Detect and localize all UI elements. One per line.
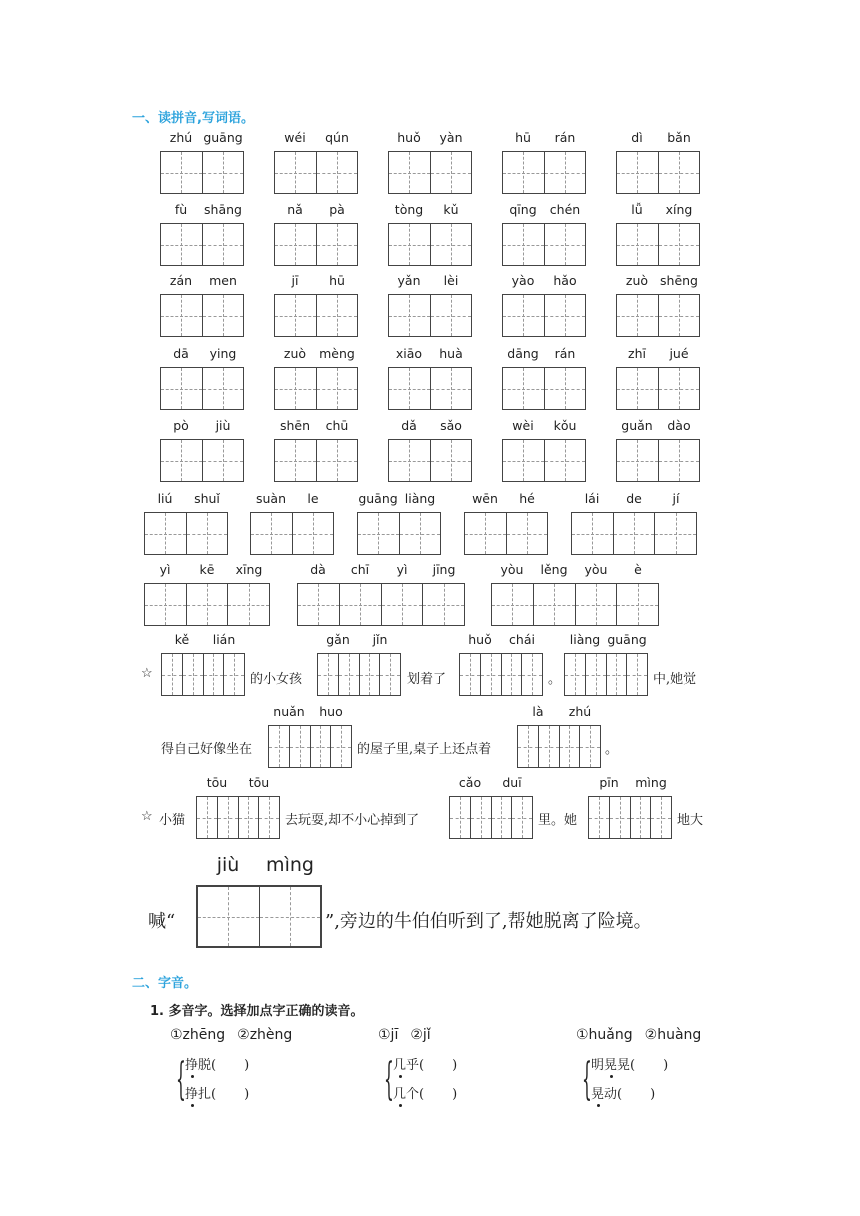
pinyin-syllable: kǔ <box>443 202 459 217</box>
dotted-char: 几 <box>393 1058 407 1073</box>
pinyin-syllable: yòu <box>584 562 608 577</box>
close-paren: ) <box>244 1087 250 1102</box>
pinyin-syllable: duī <box>502 775 522 790</box>
writing-box[interactable] <box>491 583 659 626</box>
word-rest: 个( <box>406 1087 425 1102</box>
writing-box[interactable] <box>388 439 472 482</box>
pinyin-syllable: tōu <box>206 775 228 790</box>
word-item <box>591 1083 655 1102</box>
writing-box[interactable] <box>616 439 700 482</box>
dotted-char: 挣 <box>185 1058 199 1073</box>
writing-box[interactable] <box>616 151 700 194</box>
pinyin-syllable: mìng <box>635 775 667 790</box>
writing-box[interactable] <box>388 223 472 266</box>
word-item <box>393 1054 457 1073</box>
writing-box[interactable] <box>160 294 244 337</box>
pinyin-syllable: zhú <box>169 130 193 145</box>
writing-box[interactable] <box>160 151 244 194</box>
pinyin-syllable: dào <box>667 418 691 433</box>
pinyin-syllable: liú <box>157 491 173 506</box>
pinyin-syllable: chái <box>509 632 535 647</box>
pinyin-syllable: zhú <box>568 704 592 719</box>
pinyin-syllable: lián <box>212 632 236 647</box>
pinyin-syllable: gǎn <box>326 632 350 647</box>
pinyin-syllable: de <box>626 491 642 506</box>
writing-box[interactable] <box>449 796 533 839</box>
brace-mark: { <box>582 1054 592 1105</box>
pinyin-syllable: hé <box>519 491 535 506</box>
pinyin-syllable: nǎ <box>287 202 303 217</box>
pinyin-syllable: nuǎn <box>273 704 305 719</box>
word-item <box>591 1054 668 1073</box>
pinyin-syllable: le <box>307 491 319 506</box>
word-rest: 动( <box>604 1087 623 1102</box>
writing-box[interactable] <box>357 512 441 555</box>
writing-box[interactable] <box>517 725 601 768</box>
pinyin-syllable: zuò <box>625 273 649 288</box>
pinyin-syllable: zuò <box>283 346 307 361</box>
word-item <box>393 1083 457 1102</box>
writing-box[interactable] <box>160 223 244 266</box>
writing-box[interactable] <box>388 294 472 337</box>
pinyin-syllable: bǎn <box>667 130 691 145</box>
pinyin-syllable: yǎn <box>397 273 421 288</box>
pinyin-syllable: jī <box>291 273 299 288</box>
pinyin-syllable: tōu <box>248 775 270 790</box>
writing-box[interactable] <box>160 439 244 482</box>
word-rest: 晃( <box>617 1058 636 1073</box>
writing-box[interactable] <box>317 653 401 696</box>
writing-box[interactable] <box>459 653 543 696</box>
star-mark: ☆ <box>141 666 153 681</box>
writing-box[interactable] <box>388 367 472 410</box>
writing-box[interactable] <box>502 367 586 410</box>
writing-box[interactable] <box>464 512 548 555</box>
option-2: ②jǐ <box>410 1027 431 1043</box>
pinyin-syllable: chū <box>325 418 349 433</box>
pinyin-syllable: huǒ <box>397 130 421 145</box>
writing-box[interactable] <box>196 796 280 839</box>
pinyin-syllable: hū <box>515 130 531 145</box>
pinyin-syllable: mìng <box>266 854 314 876</box>
pinyin-syllable: jīng <box>432 562 456 577</box>
pinyin-syllable: guāng <box>607 632 647 647</box>
pinyin-syllable: dà <box>310 562 326 577</box>
pinyin-syllable: jué <box>669 346 689 361</box>
pinyin-syllable: rán <box>554 130 576 145</box>
sentence-text: 中,她觉 <box>653 672 697 687</box>
pinyin-syllable: jiù <box>215 418 231 433</box>
pinyin-syllable: yòu <box>500 562 524 577</box>
writing-box[interactable] <box>250 512 334 555</box>
pinyin-syllable: là <box>532 704 544 719</box>
sentence-text: 喊“ <box>148 911 176 932</box>
pinyin-syllable: kě <box>174 632 190 647</box>
sentence-text: 小猫 <box>159 813 186 828</box>
pinyin-syllable: cǎo <box>458 775 482 790</box>
pinyin-syllable: mèng <box>319 346 355 361</box>
pinyin-syllable: è <box>634 562 642 577</box>
writing-box[interactable] <box>274 151 358 194</box>
close-paren: ) <box>452 1058 458 1073</box>
pinyin-syllable: pò <box>173 418 189 433</box>
writing-box[interactable] <box>274 439 358 482</box>
sentence-text: 里。她 <box>538 813 578 828</box>
dotted-char: 挣 <box>185 1087 199 1102</box>
pinyin-syllable: yì <box>396 562 408 577</box>
pinyin-syllable: liàng <box>569 632 601 647</box>
writing-box[interactable] <box>588 796 672 839</box>
pinyin-syllable: lěng <box>540 562 568 577</box>
star-mark: ☆ <box>141 809 153 824</box>
pinyin-syllable: wéi <box>284 130 306 145</box>
writing-box[interactable] <box>571 512 697 555</box>
pinyin-syllable: chén <box>549 202 581 217</box>
pinyin-syllable: shēng <box>660 273 698 288</box>
writing-box[interactable] <box>268 725 352 768</box>
option-1: ①jī <box>378 1027 399 1043</box>
pinyin-syllable: yì <box>159 562 171 577</box>
writing-box[interactable] <box>564 653 648 696</box>
question-1-label: 1. 多音字。选择加点字正确的读音。 <box>150 1004 364 1019</box>
pinyin-syllable: dì <box>631 130 643 145</box>
brace-mark: { <box>384 1054 394 1105</box>
pronunciation-options <box>576 1027 701 1043</box>
pinyin-syllable: guǎn <box>621 418 653 433</box>
writing-box[interactable] <box>616 223 700 266</box>
word-rest: 乎( <box>406 1058 425 1073</box>
option-1: ①huǎng <box>576 1027 633 1043</box>
option-2: ②zhèng <box>237 1027 293 1043</box>
pinyin-syllable: huà <box>439 346 463 361</box>
pinyin-syllable: ying <box>209 346 237 361</box>
close-paren: ) <box>452 1087 458 1102</box>
writing-box[interactable] <box>616 367 700 410</box>
pinyin-syllable: pà <box>329 202 345 217</box>
pinyin-syllable: huǒ <box>468 632 492 647</box>
pinyin-syllable: dā <box>173 346 189 361</box>
writing-box[interactable] <box>274 367 358 410</box>
sentence-text: 的屋子里,桌子上还点着 <box>357 742 492 757</box>
pinyin-syllable: jí <box>672 491 680 506</box>
pinyin-syllable: guāng <box>203 130 243 145</box>
pinyin-syllable: men <box>209 273 237 288</box>
pinyin-syllable: rán <box>554 346 576 361</box>
pronunciation-options <box>170 1027 292 1043</box>
writing-box-large[interactable] <box>196 885 322 948</box>
pinyin-syllable: lái <box>584 491 600 506</box>
pinyin-syllable: lèi <box>443 273 459 288</box>
word-item <box>185 1054 249 1073</box>
writing-box[interactable] <box>144 512 228 555</box>
pinyin-syllable: shēn <box>279 418 311 433</box>
section-1-title: 一、读拼音,写词语。 <box>132 111 254 126</box>
pinyin-syllable: qún <box>325 130 349 145</box>
writing-box[interactable] <box>502 294 586 337</box>
writing-box[interactable] <box>160 367 244 410</box>
pinyin-syllable: shāng <box>204 202 242 217</box>
writing-box[interactable] <box>616 294 700 337</box>
option-2: ②huàng <box>644 1027 702 1043</box>
pinyin-syllable: kē <box>199 562 215 577</box>
sentence-text: ”,旁边的牛伯伯听到了,帮她脱离了险境。 <box>325 911 652 932</box>
pinyin-syllable: liàng <box>404 491 436 506</box>
pinyin-syllable: zhī <box>628 346 646 361</box>
pinyin-syllable: dǎ <box>401 418 417 433</box>
section-2-title: 二、字音。 <box>132 976 198 991</box>
pinyin-syllable: tòng <box>394 202 424 217</box>
dotted-char: 几 <box>393 1087 407 1102</box>
pinyin-syllable: xíng <box>665 202 693 217</box>
pinyin-syllable: wēn <box>472 491 498 506</box>
pinyin-syllable: xiāo <box>395 346 423 361</box>
sentence-text: 地大 <box>677 813 704 828</box>
writing-box[interactable] <box>502 439 586 482</box>
word-rest: 脱( <box>198 1058 217 1073</box>
writing-box[interactable] <box>144 583 270 626</box>
pinyin-syllable: suàn <box>255 491 287 506</box>
writing-box[interactable] <box>502 151 586 194</box>
pinyin-syllable: hǎo <box>553 273 577 288</box>
pinyin-syllable: guāng <box>358 491 398 506</box>
pinyin-syllable: yào <box>511 273 535 288</box>
word-rest: 扎( <box>198 1087 217 1102</box>
close-paren: ) <box>244 1058 250 1073</box>
word-item <box>185 1083 249 1102</box>
pinyin-syllable: xīng <box>235 562 263 577</box>
dotted-char: 晃 <box>591 1087 605 1102</box>
pinyin-syllable: sǎo <box>440 418 462 433</box>
pronunciation-options <box>378 1027 431 1043</box>
writing-box[interactable] <box>274 294 358 337</box>
sentence-text: 的小女孩 <box>250 672 303 687</box>
writing-box[interactable] <box>297 583 465 626</box>
brace-mark: { <box>176 1054 186 1105</box>
sentence-text: 划着了 <box>407 672 447 687</box>
writing-box[interactable] <box>388 151 472 194</box>
pinyin-syllable: lǚ <box>631 202 643 217</box>
pinyin-syllable: zán <box>169 273 193 288</box>
pinyin-syllable: shuǐ <box>194 491 220 506</box>
pinyin-syllable: dāng <box>507 346 539 361</box>
writing-box[interactable] <box>161 653 245 696</box>
pinyin-syllable: chī <box>350 562 370 577</box>
pinyin-syllable: fù <box>174 202 188 217</box>
writing-box[interactable] <box>274 223 358 266</box>
dotted-char: 明晃 <box>591 1058 618 1073</box>
sentence-text: 去玩耍,却不小心掉到了 <box>285 813 420 828</box>
pinyin-syllable: hū <box>329 273 345 288</box>
pinyin-syllable: wèi <box>512 418 534 433</box>
sentence-text: 。 <box>548 672 562 687</box>
sentence-text: 得自己好像坐在 <box>161 742 253 757</box>
writing-box[interactable] <box>502 223 586 266</box>
pinyin-syllable: qīng <box>509 202 537 217</box>
sentence-text: 。 <box>605 742 619 757</box>
pinyin-syllable: huo <box>319 704 343 719</box>
pinyin-syllable: kǒu <box>553 418 577 433</box>
pinyin-syllable: pīn <box>599 775 619 790</box>
option-1: ①zhēng <box>170 1027 226 1043</box>
pinyin-syllable: yàn <box>439 130 463 145</box>
pinyin-syllable: jǐn <box>372 632 388 647</box>
close-paren: ) <box>663 1058 669 1073</box>
close-paren: ) <box>650 1087 656 1102</box>
pinyin-syllable: jiù <box>216 854 240 876</box>
